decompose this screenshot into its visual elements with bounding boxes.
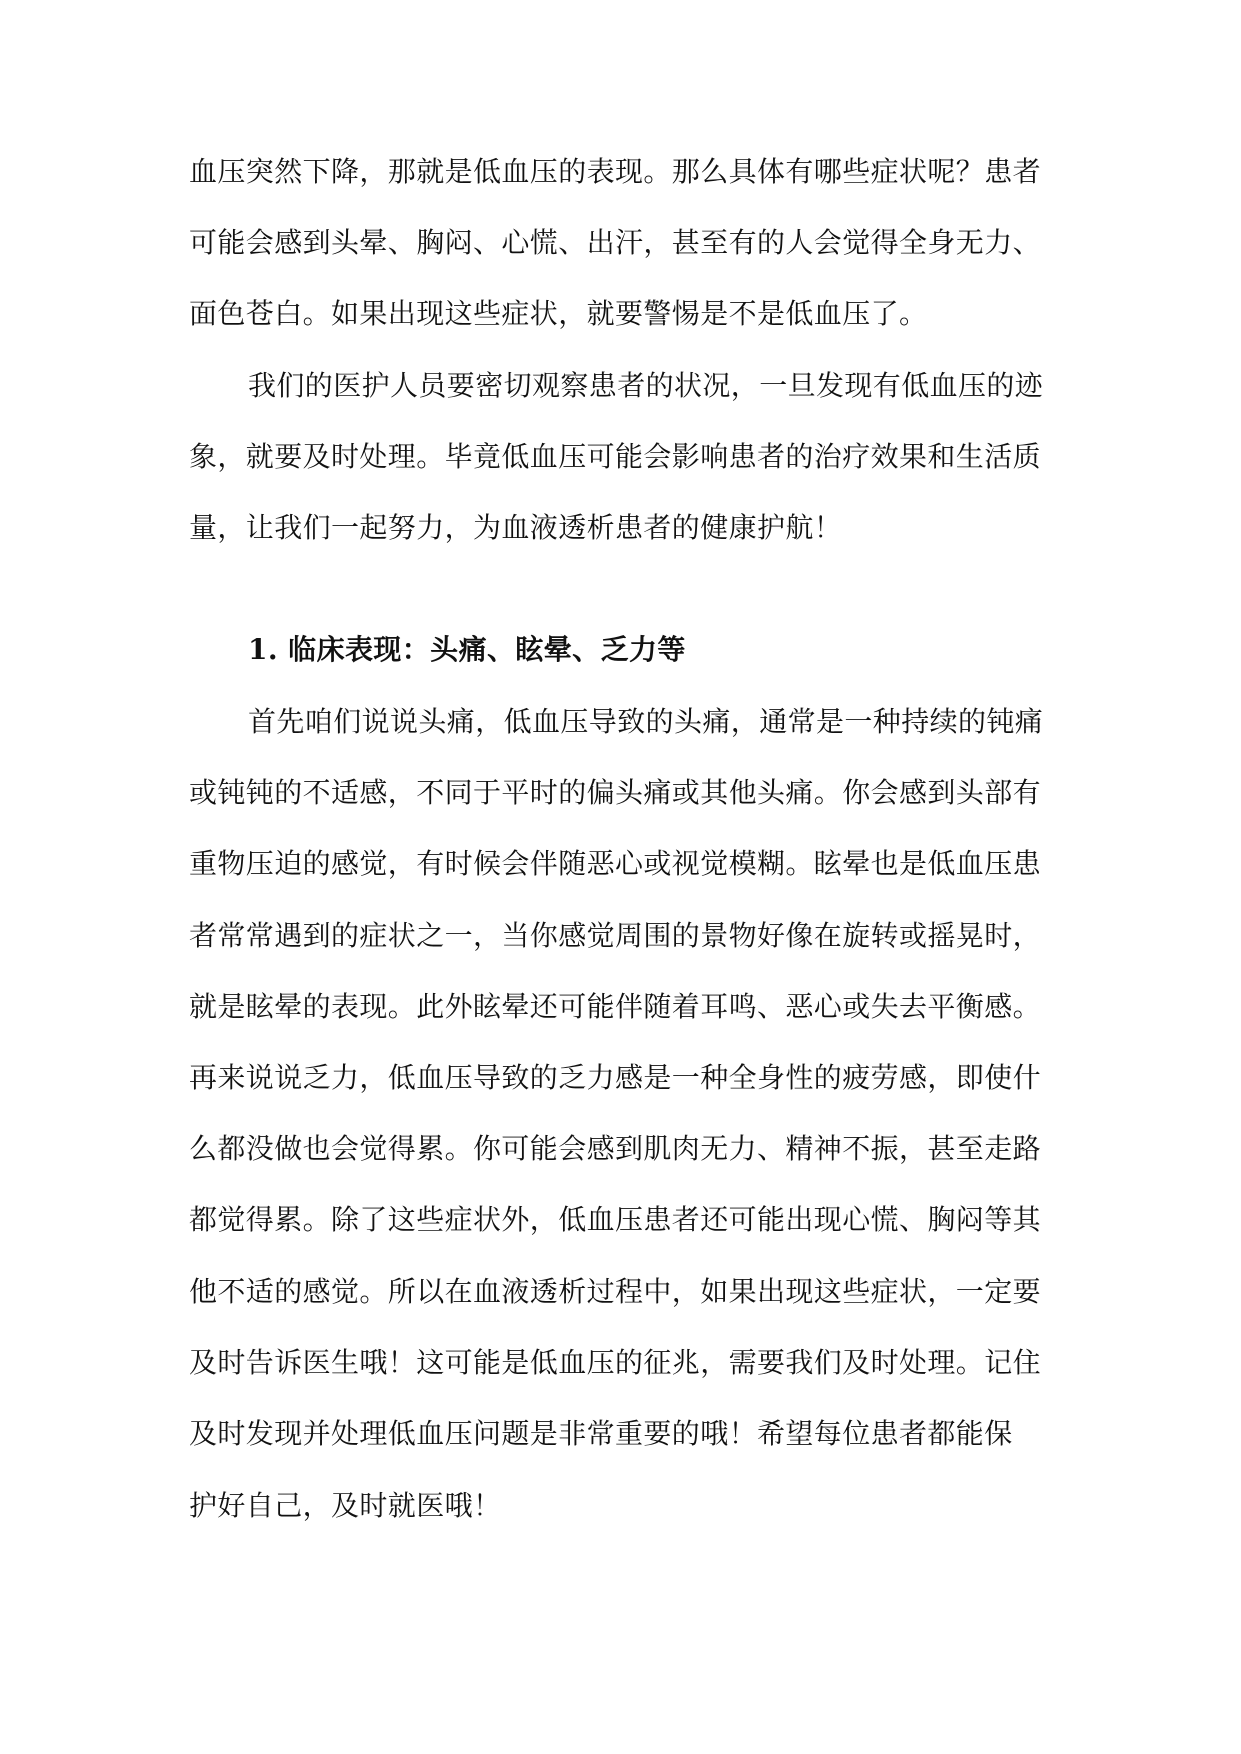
body-line-9: 他不适的感觉。所以在血液透析过程中，如果出现这些症状，一定要 [189,1275,1042,1308]
body-line-10: 及时告诉医生哦！这可能是低血压的征兆，需要我们及时处理。记住 [189,1346,1042,1379]
body-line-2: 或钝钝的不适感，不同于平时的偏头痛或其他头痛。你会感到头部有 [189,776,1042,809]
body-line-4: 者常常遇到的症状之一，当你感觉周围的景物好像在旋转或摇晃时， [189,919,1042,952]
body-line-5: 就是眩晕的表现。此外眩晕还可能伴随着耳鸣、恶心或失去平衡感。 [189,990,1042,1023]
body-line-3: 重物压迫的感觉，有时候会伴随恶心或视觉模糊。眩晕也是低血压患 [189,847,1042,880]
body-line-12: 护好自己，及时就医哦！ [189,1489,502,1522]
body-line-8: 都觉得累。除了这些症状外，低血压患者还可能出现心慌、胸闷等其 [189,1203,1042,1236]
section-heading: 1. 临床表现：头痛、眩晕、乏力等 [248,633,686,666]
paragraph-2-line-3: 量，让我们一起努力，为血液透析患者的健康护航！ [189,511,843,544]
paragraph-1-line-1: 血压突然下降，那就是低血压的表现。那么具体有哪些症状呢？患者 [189,155,1042,188]
paragraph-1-line-3: 面色苍白。如果出现这些症状，就要警惕是不是低血压了。 [189,297,928,330]
paragraph-2-line-2: 象，就要及时处理。毕竟低血压可能会影响患者的治疗效果和生活质 [189,440,1042,473]
paragraph-1-line-2: 可能会感到头晕、胸闷、心慌、出汗，甚至有的人会觉得全身无力、 [189,226,1042,259]
body-line-1: 首先咱们说说头痛，低血压导致的头痛，通常是一种持续的钝痛 [248,705,1044,738]
body-line-11: 及时发现并处理低血压问题是非常重要的哦！希望每位患者都能保 [189,1417,1013,1450]
body-line-6: 再来说说乏力，低血压导致的乏力感是一种全身性的疲劳感，即使什 [189,1061,1042,1094]
body-line-7: 么都没做也会觉得累。你可能会感到肌肉无力、精神不振，甚至走路 [189,1132,1042,1165]
paragraph-2-line-1: 我们的医护人员要密切观察患者的状况，一旦发现有低血压的迹 [248,369,1044,402]
